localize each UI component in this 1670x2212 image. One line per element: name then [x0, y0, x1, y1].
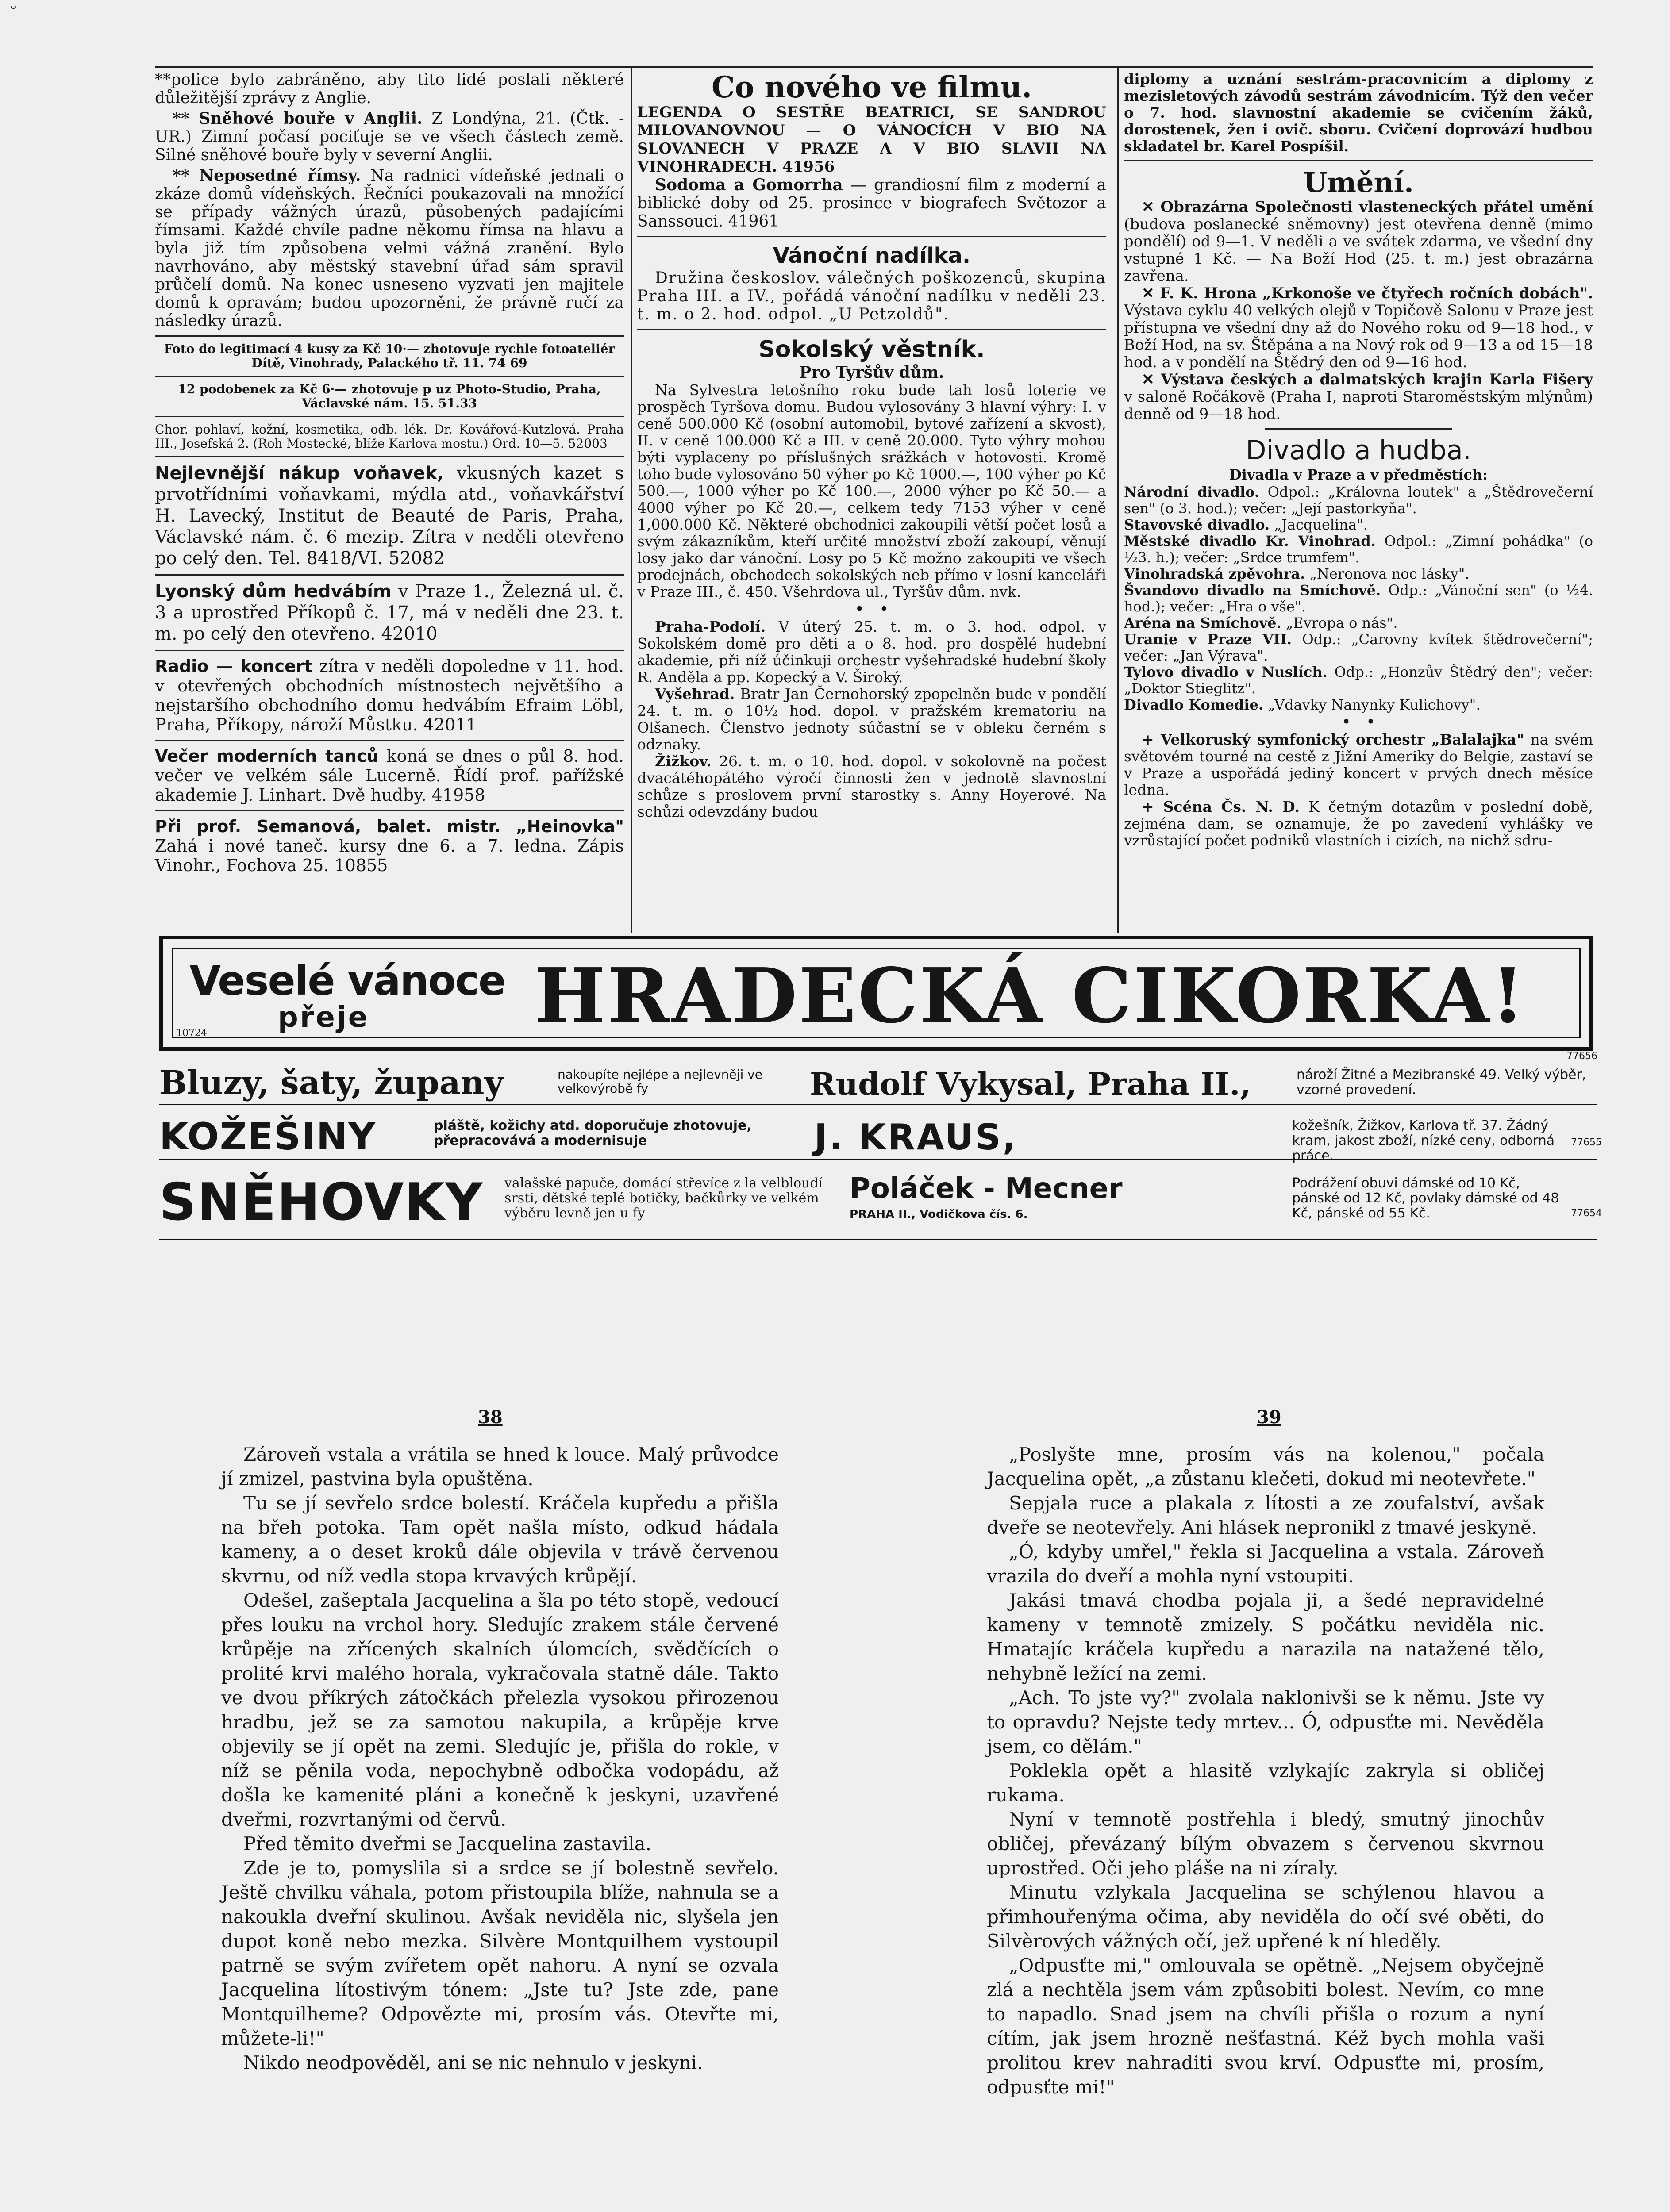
- story-paragraph: Sepjala ruce a plakala z lítosti a ze zoufalství, avšak dveře se neotevřely. Ani hlásek nepronikl z tmavé jeskyně.: [987, 1492, 1544, 1538]
- story-paragraph: „Poslyšte mne, prosím vás na kolenou," počala Jacquelina opět, „a zůstanu klečeti, dokud mi neotevřete.": [987, 1444, 1544, 1490]
- art-title: ✕ Obrazárna Společnosti vlasteneckých přátel umění: [1142, 198, 1593, 216]
- ad-body: vkusných kazet s prvotřídními voňavkami, mýdla atd., voňavkářství H. Lavecký, Institut de Beauté de Paris, Praha, Václavské nám. č. 6 mezip. Zítra v neděli otevřeno po celý den. Tel. 8418/VI. 52082: [155, 463, 624, 568]
- story-paragraph: „Ó, kdyby umřel," řekla si Jacquelina a vstala. Zároveň vrazila do dveří a mohla nyní vstoupiti.: [987, 1541, 1544, 1587]
- page-fold-mark: ˘: [9, 4, 18, 25]
- ad-body: koná se dnes o půl 8. hod. večer ve velkém sále Lucerně. Řídí prof. pařížské akademie J. Linhart. Dvě hudby. 41958: [155, 746, 624, 805]
- news-title: ** Sněhové bouře v Anglii.: [173, 109, 423, 128]
- ad-title: Radio — koncert: [155, 657, 312, 676]
- ad-row-vykysal: [159, 1051, 1597, 1105]
- ad-small: nakoupíte nejlépe a nejlevněji ve velkovýrobě fy: [558, 1067, 762, 1096]
- story-paragraph: Zároveň vstala a vrátila se hned k louce. Malý průvodce jí zmizel, pastvina byla opuštěna.: [221, 1444, 779, 1490]
- separator-dots: • •: [854, 600, 889, 618]
- ad-doctor: Chor. pohlaví, kožní, kosmetika, odb. lék. Dr. Kovářová-Kutzlová. Praha III., Josefská 2. (Roh Mostecké, blíže Karlova mostu.) Ord. 10—5. 52003: [155, 422, 624, 451]
- divider: [637, 236, 1106, 237]
- theatre-program: Odp.: „Honzův Štědrý den"; večer: „Doktor Stieglitz".: [1124, 664, 1593, 697]
- theatre-item: [1124, 697, 1593, 713]
- theatre-program: Odpol.: „Královna loutek" a „Štědrovečerní sen" (o 3. hod.); večer: „Její pastorkyňa".: [1124, 484, 1593, 517]
- ad-tail: nároží Žitné a Mezibranské 49. Velký výběr, vzorné provedení.: [1297, 1067, 1586, 1098]
- divider: [155, 335, 624, 337]
- theatre-program: Odp.: „Carovny kvítek štědrovečerní"; večer: „Jan Výrava".: [1124, 631, 1593, 664]
- divider: [155, 574, 624, 576]
- story-paragraph: Jakási tmavá chodba pojala ji, a šedé nepravidelné kameny v temnotě zmizely. S počátku neviděla nic. Hmatajíc kráčela kupředu a narazila na natažené tělo, nehybně ležící na zemi.: [987, 1590, 1544, 1684]
- theatre-name: Aréna na Smíchově.: [1124, 614, 1281, 631]
- theatre-program: „Jacquelina".: [1274, 516, 1368, 533]
- theatre-name: Divadlo Komedie.: [1124, 696, 1263, 713]
- theatre-program: „Vdavky Nanynky Kulichovy".: [1268, 696, 1481, 713]
- sokol-subheader: Pro Tyršův dům.: [799, 363, 944, 382]
- art-item: [1124, 285, 1593, 371]
- art-title: ✕ F. K. Hrona „Krkonoše ve čtyřech ročních dobách".: [1142, 284, 1593, 302]
- sokol-body: V úterý 25. t. m. o 3. hod. odpol. v Sokolském domě pro děti a o 8. hod. pro dospělé hudební akademie, při níž účinkuji orchestr vyšehradské hudební školy R. Anděla a pp. Kopecký a V. Široký.: [637, 618, 1106, 686]
- column-rule-1: [631, 66, 632, 933]
- film-title: Sodoma a Gomorrha: [655, 176, 843, 194]
- art-body: Výstava cyklu 40 velkých olejů v Topičově Salonu v Praze jest přístupna ve všední dny až do Nového roku od 9—18 hod., v Boží Hod, na sv. Štěpána a na Nový rok od 9—13 a od 15—18 hod. a v pondělí na Štědrý den od 9—16 hod.: [1124, 302, 1593, 371]
- page-number-left: 38: [478, 1407, 503, 1428]
- theatre-program: „Neronova noc lásky".: [1309, 565, 1470, 582]
- column-rule-2: [1117, 66, 1119, 933]
- theatre-program: Odpol.: „Zimní pohádka" (o ½3. h.); večer: „Srdce trumfem".: [1124, 533, 1593, 566]
- film-item: LEGENDA O SESTŘE BEATRICI, SE SANDROU MILOVANOVNOU — O VÁNOCÍCH V BIO NA SLOVANECH V PRAZE A V BIO SLAVII NA VINOHRADECH. 41956: [637, 104, 1106, 176]
- banner-ad-cikorka: [159, 936, 1593, 1051]
- section-header-theatre: Divadlo a hudba.: [1246, 435, 1471, 466]
- theatre-item: [1124, 615, 1593, 631]
- divider: [155, 416, 624, 417]
- theatre-name: Uranie v Praze VII.: [1124, 631, 1292, 648]
- art-body: (budova poslanecké sněmovny) jest otevřena denně (mimo pondělí) od 9—1. V neděli a ve svátek zdarma, ve všední dny vstupné 1 Kč. — Na Boží Hod (25. t. m.) jest obrazárna zavřena.: [1124, 215, 1593, 285]
- ad-body: zítra v neděli dopoledne v 11. hod. v otevřených obchodních místnostech největšího a nejstaršího obchodního domu hedvábím Efraim Löbl, Praha, Příkopy, nároží Můstku. 42011: [155, 657, 624, 734]
- separator-dots: • •: [1341, 713, 1376, 731]
- divider: [155, 650, 624, 651]
- sokol-title: Praha-Podolí.: [655, 618, 766, 635]
- section-header-sokol: Sokolský věstník.: [758, 336, 985, 363]
- theatre-item: [1124, 566, 1593, 582]
- news-item-cornices: [155, 167, 624, 330]
- ad-big: KOŽEŠINY: [159, 1115, 376, 1158]
- music-item: [1124, 799, 1593, 849]
- ad-title: Nejlevnější nákup voňavek,: [155, 463, 444, 484]
- ad-row-polacek: [159, 1172, 1602, 1240]
- ad-ballet: [155, 817, 624, 875]
- theatre-name: Tylovo divadlo v Nuslích.: [1124, 664, 1328, 680]
- film-item: [637, 176, 1106, 230]
- sokol-title: Žižkov.: [655, 753, 712, 770]
- ad-title: Při prof. Semanová, balet. mistr. „Heinovka": [155, 817, 624, 836]
- news-title: ** Neposedné římsy.: [173, 166, 361, 185]
- ad-code: 77655: [1571, 1137, 1602, 1148]
- ad-photo-studio: 12 podobenek za Kč 6·— zhotovuje p uz Photo-Studio, Praha, Václavské nám. 15. 51.33: [178, 382, 601, 411]
- music-body: K četným dotazům v poslední době, zejména dam, se oznamuje, že po zavedení vyhlášky ve vzrůstající počet podniků vlastních i cizích, na nichž sdru-: [1124, 798, 1593, 849]
- gift-item: Družina českoslov. válečných poškozenců, skupina Praha III. a IV., pořádá vánoční nadílku v neděli 23. t. m. o 2. hod. odpol. „U Petzoldů".: [637, 269, 1106, 323]
- theatre-item: [1124, 484, 1593, 517]
- music-body: na svém světovém tourné na cestě z Jižní Ameriky do Belgie, zastaví se v Praze a uspořádá jediný koncert v prvých dnech měsíce ledna.: [1124, 731, 1593, 799]
- news-body: Z Londýna, 21. (Čtk. - UR.) Zimní počasí pociťuje se ve všech částech země. Silné sněhové bouře byly v severní Anglii.: [155, 110, 624, 164]
- ad-photo: Foto do legitimací 4 kusy za Kč 10·— zhotovuje rychle fotoateliér Dítě, Vinohrady, Palackého tř. 11. 74 69: [164, 342, 615, 370]
- top-rule: [155, 66, 1593, 68]
- theatre-name: Národní divadlo.: [1124, 484, 1260, 500]
- story-paragraph: „Ach. To jste vy?" zvolala naklonivši se k němu. Jste vy to opravdu? Nejste tedy mrtev... Ó, odpusťte mi. Nevěděla jsem, co dělám.": [987, 1687, 1544, 1757]
- story-paragraph: „Odpusťte mi," omlouvala se opětně. „Nejsem obyčejně zlá a nechtěla jsem vám způsobiti bolest. Nevím, co mne to napadlo. Snad jsem na chvíli přišla o rozum a nyní cítím, jak jsem hrozně nešťastná. Kéž bych mohla vaši prolitou krev nahraditi svou krví. Odpusťte mi, prosím, odpusťte mi!": [987, 1955, 1544, 2098]
- story-paragraph: Tu se jí sevřelo srdce bolestí. Kráčela kupředu a přišla na břeh potoka. Tam opět našla místo, odkud hádala kameny, a o deset kroků dále objevila v trávě červenou skvrnu, od níž vedla stopa krvavých krůpějí.: [221, 1492, 779, 1587]
- news-fragment: diplomy a uznání sestrám-pracovnicím a diplomy z mezisletových závodů sestrám závodnicím. Týž den večer o 7. hod. slavnostní akademie se cvičením žáků, dorostenek, žen i ovič. sboru. Cvičení doprovází hudbou skladatel br. Karel Pospíšil.: [1124, 70, 1593, 155]
- story-page-right: [987, 1442, 1544, 2099]
- sokol-item: [637, 753, 1106, 820]
- art-body: v saloně Ročákově (Praha I, naproti Staroměstským mlýnům) denně od 9—18 hod.: [1124, 388, 1593, 423]
- divider: [155, 810, 624, 811]
- music-title: + Scéna Čs. N. D.: [1142, 798, 1300, 815]
- divider: [155, 456, 624, 457]
- divider: [155, 376, 624, 377]
- sokol-item: Na Sylvestra letošního roku bude tah losů loterie ve prospěch Tyršova domu. Budou vylosovány 3 hlavní výhry: I. v ceně 500.000 Kč (osobní automobil, bytové zařízení a skvost), II. v ceně 100.000 Kč a III. v ceně 20.000. Tyto výhry mohou býti vyplaceny po příslušných srážkách v hotovosti. Kromě toho bude vylosováno 50 výher po Kč 1000.—, 100 výher po Kč 500.—, 1000 výher po Kč 100.—, 2000 výher po Kč 50.— a 4000 výher po Kč 20.—, celkem tedy 7153 výher v ceně 1,000.000 Kč. Některé obchodnici zakoupili větší počet losů a svým zákazníkům, kteří určité množství zboží zakoupí, věnují losy jako dar vánoční. Losy po 5 Kč možno zakoupiti ve všech prodejnách, obchodech sokolských neb přímo v losní kanceláři v Praze III., č. 450. Všehrdova ul., Tyršův dům. nvk.: [637, 381, 1106, 600]
- ad-big: Bluzy, šaty, župany: [159, 1064, 504, 1102]
- story-paragraph: Odešel, zašeptala Jacquelina a šla po této stopě, vedoucí přes louku na vrchol hory. Sledujíc zrakem stále červené krůpěje na zřícených skalních úlomcích, svědčících o prolité krvi malého horala, vykračovala statně dále. Takto ve dvou příkrých zátočkách přelezla vysokou přirozenou hradbu, jež se za samotou nakupila, a krůpěje krve objevily se jí opět na zemi. Sledujíc je, přišla do rokle, v níž se pěnila voda, nepochybně odbočka vodopádu, až došla ke kamenité pláni a konečně k jeskyni, uzavřené dveřmi, rozvrtanými od červů.: [221, 1590, 779, 1830]
- right-news-column: [1124, 71, 1593, 849]
- art-item: [1124, 371, 1593, 423]
- section-header-art: Umění.: [1303, 166, 1414, 199]
- theatre-list: [1124, 484, 1593, 713]
- music-title: + Velkoruský symfonický orchestr „Balalajka": [1142, 731, 1524, 748]
- story-paragraph: Nyní v temnotě postřehla i bledý, smutný jinochův obličej, převázaný bílým obvazem s červenou skvrnou uprostřed. Oči jeho pláše na ni zíraly.: [987, 1809, 1544, 1879]
- divider: [1265, 428, 1452, 430]
- theatre-item: [1124, 533, 1593, 566]
- sokol-body: Bratr Jan Černohorský zpopelněn bude v pondělí 24. t. m. o 10½ hod. dopol. v pražském krematoriu na Olšanech. Členstvo jednoty súčastní se v obleku černém s odznaky.: [637, 685, 1106, 753]
- ad-title: Lyonský dům hedvábím: [155, 581, 392, 602]
- ad-body: v Praze 1., Železná ul. č. 3 a uprostřed Příkopů č. 17, má v neděli dne 23. t. m. po celý den otevřeno. 42010: [155, 581, 624, 644]
- news-fragment: **police bylo zabráněno, aby tito lidé poslali některé důležitější zprávy z Anglie.: [155, 71, 624, 107]
- ad-row-kraus: [159, 1115, 1602, 1164]
- theatre-name: Švandovo divadlo na Smíchově.: [1124, 582, 1381, 599]
- story-paragraph: Před těmito dveřmi se Jacquelina zastavila.: [243, 1833, 651, 1855]
- story-paragraph: Minutu vzlykala Jacquelina se schýlenou hlavou a přimhouřenýma očima, aby neviděla do očí své oběti, do Silvèrových vážných očí, jež upřené k ní hleděly.: [987, 1882, 1544, 1952]
- theatre-program: Odp.: „Vánoční sen" (o ½4. hod.); večer: „Hra o vše".: [1124, 582, 1593, 615]
- theatre-item: [1124, 517, 1593, 533]
- theatre-program: „Evropa o nás".: [1285, 614, 1398, 631]
- ad-code: 77656: [1566, 1051, 1597, 1062]
- sokol-item: [637, 686, 1106, 753]
- theatre-name: Vinohradská zpěvohra.: [1124, 565, 1305, 582]
- divider: [637, 329, 1106, 330]
- news-body: Na radnici vídeňské jednali o zkáze domů vídeňských. Řečníci poukazovali na množící se případy vážných úrazů, působených padajícími římsami. Každé chvíle padne někomu římsa na hlavu a byla již tím způsobena velmi vážná zranění. Bylo navrhováno, aby městský stavební úřad sám spravil průčelí domů. Na konec usneseno vyzvati jen majitele domů k opravám; budou upozorněni, že právně ručí za následky úrazů.: [155, 167, 624, 330]
- ad-big: SNĚHOVKY: [159, 1172, 484, 1232]
- sokol-title: Vyšehrad.: [655, 685, 735, 703]
- section-header-film: Co nového ve filmu.: [711, 70, 1032, 104]
- theatre-subheader: Divadla v Praze a v předměstích:: [1229, 466, 1488, 483]
- music-item: [1124, 731, 1593, 799]
- sokol-body: 26. t. m. o 10. hod. dopol. v sokolovně na počest dvacátéhopátého výročí činnosti žen v jednotě slavnostní schůze s proslovem první starostky s. Anny Hoyerové. Na schůzi odevzdány budou: [637, 753, 1106, 820]
- theatre-item: [1124, 631, 1593, 664]
- ad-perfume: [155, 463, 624, 569]
- ad-title: Večer moderních tanců: [155, 746, 379, 766]
- story-paragraph: Zde je to, pomyslila si a srdce se jí bolestně sevřelo. Ještě chvilku váhala, potom přistoupila blíže, nahnula se a nakoukla dveřní skulinou. Avšak neviděla nic, slyšela jen dupot koně nebo mezka. Silvère Montquilhem vystoupil patrně se svým zvířetem opět nahoru. A nyní se ozvala Jacquelina lítostivým tónem: „Jste tu? Jste zde, pane Montquilheme? Odpovězte mi, prosím vás. Otevřte mi, můžete-li!": [221, 1857, 779, 2049]
- theatre-item: [1124, 664, 1593, 697]
- ad-tail: Podrážení obuvi dámské od 10 Kč, pánské od 12 Kč, povlaky dámské od 48 Kč, pánské od 55 Kč.: [1292, 1175, 1559, 1221]
- middle-news-column: [637, 71, 1106, 820]
- art-title: ✕ Výstava českých a dalmatských krajin Karla Fišery: [1142, 371, 1593, 388]
- film-body: — grandiosní film z moderní a biblické doby od 25. prosince v biografech Světozor a Sanssouci. 41961: [637, 176, 1106, 230]
- ad-body: Zahá i nové taneč. kursy dne 6. a 7. ledna. Zápis Vinohr., Fochova 25. 10855: [155, 836, 624, 875]
- divider: [1124, 160, 1593, 161]
- story-paragraph: Nikdo neodpověděl, ani se nic nehnulo v jeskyni.: [243, 2052, 703, 2074]
- theatre-item: [1124, 582, 1593, 615]
- divider: [155, 740, 624, 741]
- ad-tail: kožešník, Žižkov, Karlova tř. 37. Žádný kram, jakost zboží, nízké ceny, odborná práce.: [1292, 1118, 1555, 1164]
- ad-silk: [155, 581, 624, 645]
- ad-name: Poláček - Mecner: [850, 1172, 1123, 1205]
- story-paragraph: Poklekla opět a hlasitě vzlykajíc zakryla si obličej rukama.: [987, 1760, 1544, 1806]
- ad-dance: [155, 746, 624, 805]
- banner-code: 10724: [176, 1028, 207, 1039]
- ad-code: 77654: [1571, 1208, 1602, 1219]
- section-header-gift: Vánoční nadílka.: [773, 243, 971, 268]
- theatre-name: Městské divadlo Kr. Vinohrad.: [1124, 533, 1376, 549]
- ad-small: pláště, kožichy atd. doporučuje zhotovuje, přepracovává a modernisuje: [434, 1118, 752, 1148]
- ad-address: PRAHA II., Vodičkova čís. 6.: [850, 1208, 1028, 1221]
- news-item-snow: [155, 110, 624, 164]
- page-number-right: 39: [1257, 1407, 1281, 1428]
- theatre-name: Stavovské divadlo.: [1124, 516, 1270, 533]
- banner-left-bottom: přeje: [278, 1001, 369, 1034]
- banner-main: HRADECKÁ CIKORKA!: [535, 952, 1526, 1040]
- ad-small: valašské papuče, domácí střevíce z la velbloudí srsti, dětské teplé botičky, bačkůrky ve velkém výběru levně jen u fy: [504, 1175, 823, 1221]
- art-item: [1124, 199, 1593, 285]
- ad-radio: [155, 657, 624, 734]
- story-page-left: [221, 1442, 779, 2075]
- ad-name: Rudolf Vykysal, Praha II.,: [810, 1066, 1251, 1102]
- banner-left-top: Veselé vánoce: [189, 957, 505, 1004]
- sokol-item: [637, 618, 1106, 686]
- ad-name: J. KRAUS,: [814, 1117, 1018, 1158]
- left-news-column: [155, 71, 624, 875]
